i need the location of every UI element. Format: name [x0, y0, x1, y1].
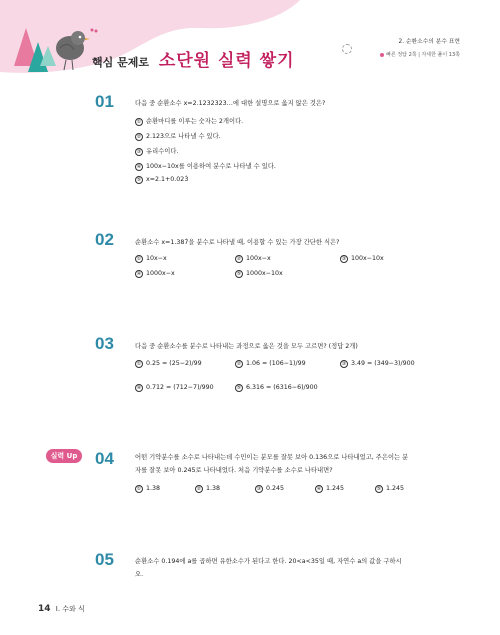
q02-choice-4[interactable] [135, 270, 175, 278]
choice-text: 순환마디를 이루는 숫자는 2개이다. [146, 118, 244, 125]
q01-choice-3[interactable] [135, 146, 178, 156]
title-main: 소단원 실력 쌓기 [158, 51, 295, 71]
q01-choice-4[interactable] [135, 161, 276, 171]
choice-mark: ③ [136, 149, 142, 155]
q03-choice-1[interactable] [135, 360, 202, 368]
question-number-05: 05 [95, 550, 114, 569]
choice-mark: ③ [341, 361, 347, 367]
question-number-04: 04 [95, 449, 114, 468]
choice-mark: ③ [341, 256, 347, 262]
question-05-text-1: 순환소수 0.194̇에 a를 곱하면 유한소수가 된다고 한다. 20<a<35일 때, 자연수 a의 값을 구하시 [135, 558, 402, 565]
choice-text: 1.38̇ [206, 485, 221, 492]
page-number: 14 [38, 604, 51, 614]
choice-text: 0.2̇45̇ [266, 485, 285, 492]
question-number-01: 01 [95, 92, 114, 111]
badge-text: 실력 Up [50, 452, 78, 460]
question-number-03: 03 [95, 334, 114, 353]
dashed-circle-icon [342, 44, 352, 54]
choice-text: 1.245̇ [386, 485, 405, 492]
choice-text: 유리수이다. [146, 148, 179, 155]
q04-choice-4[interactable] [315, 485, 344, 493]
choice-mark: ② [236, 361, 242, 367]
q04-choice-3[interactable] [255, 485, 284, 493]
q03-choice-2[interactable] [235, 360, 306, 368]
choice-text: 1000x−10x [246, 270, 283, 277]
title-prefix: 핵심 문제로 [92, 56, 149, 69]
choice-mark: ⑤ [236, 385, 242, 391]
skill-up-badge [46, 449, 82, 463]
question-03-text: 다음 중 순환소수를 분수로 나타내는 과정으로 옳은 것을 모두 고르면? (정답 2개) [135, 343, 358, 350]
q02-choice-5[interactable] [235, 270, 283, 278]
choice-text: 10x−x [146, 255, 167, 262]
choice-text: 2.123̇으로 나타낼 수 있다. [146, 133, 221, 140]
choice-mark: ① [136, 256, 142, 262]
page-title [92, 46, 295, 71]
choice-text: 100x−10x를 이용하여 분수로 나타낼 수 있다. [146, 163, 276, 170]
choice-text: 1.24̇5̇ [326, 485, 345, 492]
question-number-02: 02 [95, 230, 114, 249]
question-04-text-1: 어떤 기약분수를 소수로 나타내는데 수민이는 분모를 잘못 보아 0.13̇6̇으로 나타내었고, 주은이는 분 [135, 454, 409, 461]
choice-mark: ④ [136, 271, 142, 277]
choice-mark: ② [136, 134, 142, 140]
choice-mark: ① [136, 486, 142, 492]
q01-choice-2[interactable] [135, 131, 221, 141]
question-04-text-2: 자를 잘못 보아 0.24̇5̇로 나타내었다. 처음 기약분수를 소수로 나타내면? [135, 467, 333, 474]
q04-choice-2[interactable] [195, 485, 220, 493]
q01-choice-1[interactable] [135, 116, 243, 126]
question-02-text: 순환소수 x=1.387̇을 분수로 나타낼 때, 이용할 수 있는 가장 간단한 식은? [135, 239, 340, 246]
choice-mark: ④ [316, 486, 322, 492]
q02-choice-3[interactable] [340, 255, 384, 263]
dot-icon [380, 53, 384, 57]
choice-mark: ② [196, 486, 202, 492]
choice-text: 1.0̇6̇ = (106−1)/99 [246, 360, 306, 367]
answer-note [380, 51, 460, 58]
q03-choice-3[interactable] [340, 360, 415, 368]
choice-mark: ⑤ [376, 486, 382, 492]
q03-choice-5[interactable] [235, 384, 318, 392]
choice-text: 3.49̇ = (349−3)/900 [351, 360, 415, 367]
choice-mark: ① [136, 361, 142, 367]
choice-text: 0.71̇2̇ = (712−7)/990 [146, 384, 214, 391]
choice-text: 6.3̇16̇ = (6316−6)/900 [246, 384, 318, 391]
page-footer [38, 604, 85, 614]
choice-text: 1.3̇8̇ [146, 485, 161, 492]
answer-note-text: 빠른 정답 2쪽 | 자세한 풀이 13쪽 [386, 52, 460, 58]
choice-mark: ④ [136, 164, 142, 170]
choice-mark: ⑤ [136, 177, 142, 183]
choice-mark: ② [236, 256, 242, 262]
q04-choice-5[interactable] [375, 485, 404, 493]
choice-text: 1000x−x [146, 270, 175, 277]
question-01-text: 다음 중 순환소수 x=2.1232323…에 대한 설명으로 옳지 않은 것은? [135, 100, 326, 107]
section-label: 2. 순환소수의 분수 표현 [398, 39, 460, 45]
choice-mark: ⑤ [236, 271, 242, 277]
chapter-label: I. 수와 식 [55, 605, 85, 613]
choice-text: x=2.1+0.023̇ [146, 176, 189, 183]
choice-text: 0.25̇ = (25−2)/99 [146, 360, 202, 367]
choice-text: 100x−x [246, 255, 271, 262]
q02-choice-1[interactable] [135, 255, 167, 263]
question-05-text-2: 오. [135, 571, 144, 578]
choice-mark: ④ [136, 385, 142, 391]
choice-mark: ③ [256, 486, 262, 492]
q02-choice-2[interactable] [235, 255, 271, 263]
q01-choice-5[interactable] [135, 176, 188, 184]
q04-choice-1[interactable] [135, 485, 160, 493]
choice-mark: ① [136, 119, 142, 125]
q03-choice-4[interactable] [135, 384, 214, 392]
choice-text: 100x−10x [351, 255, 384, 262]
